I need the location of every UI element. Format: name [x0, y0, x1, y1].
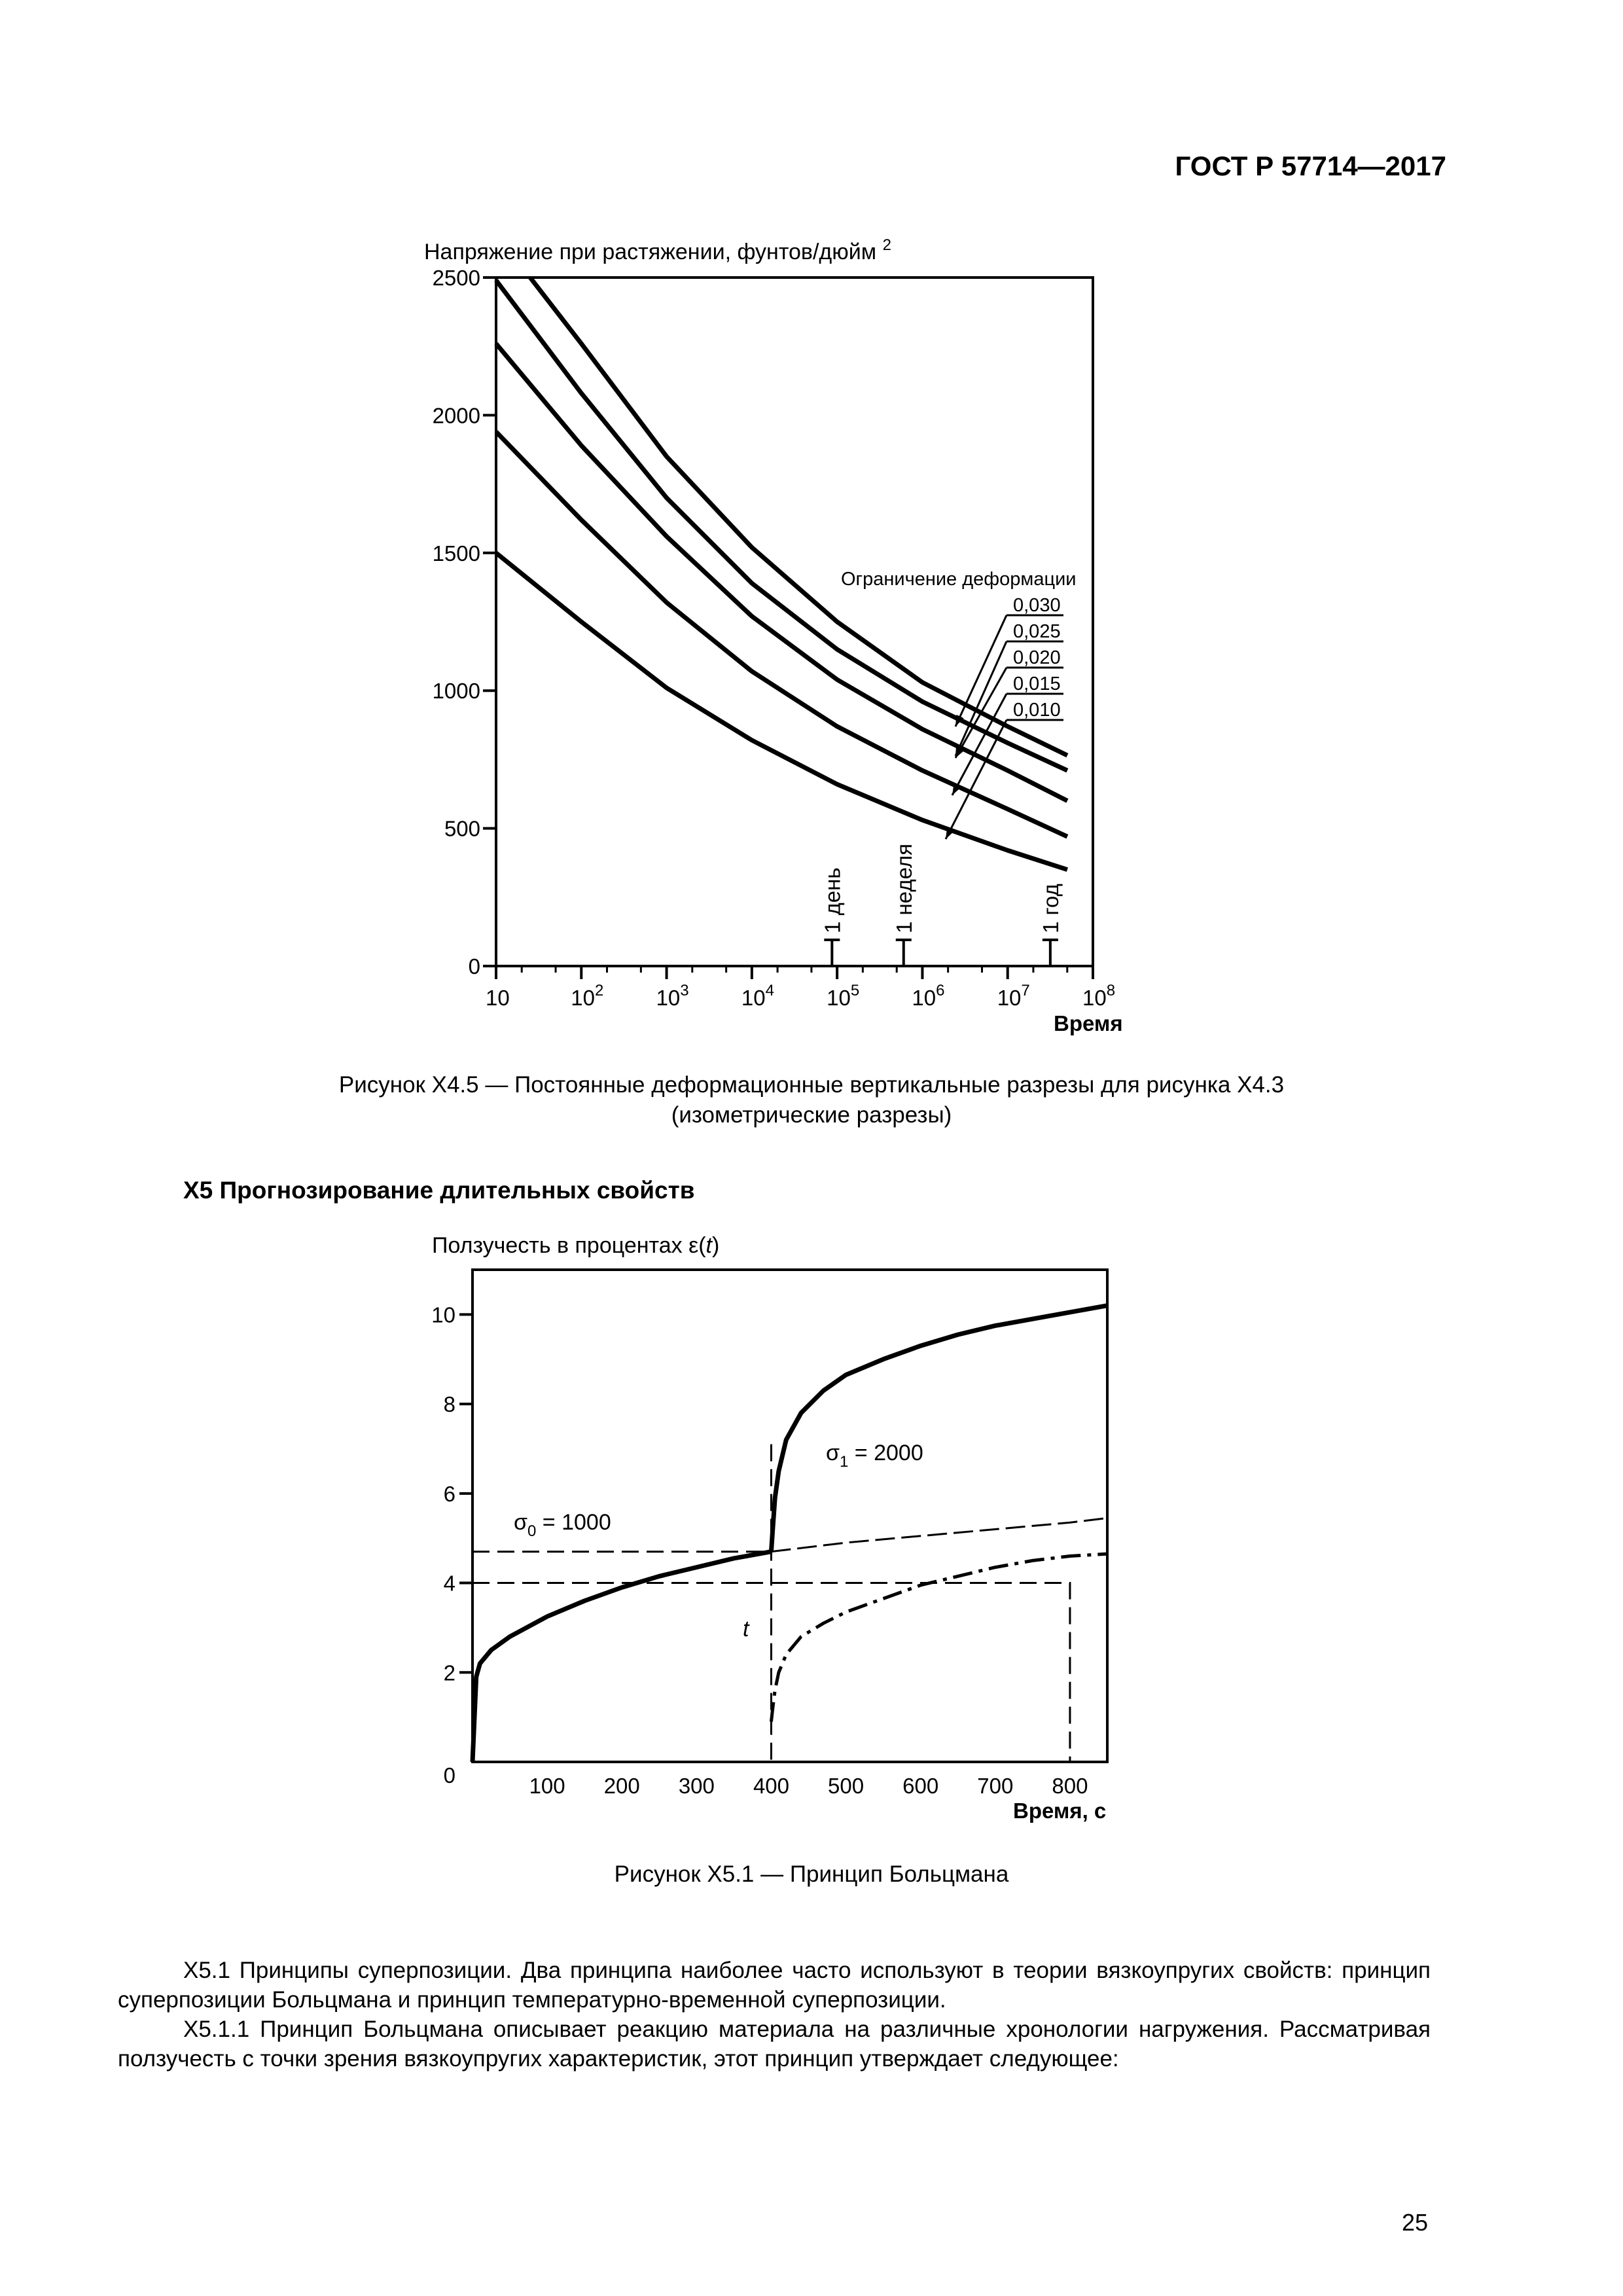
f2-series-line-2 [771, 1518, 1107, 1551]
f1-x-tick-base: 10 [656, 986, 681, 1010]
f1-x-tick-exp: 7 [1021, 982, 1030, 999]
f1-x-tick-exp: 8 [1106, 982, 1116, 999]
figure-creep-chart [431, 1233, 1107, 1823]
f2-series-line-3 [771, 1554, 1107, 1721]
figure1-caption [0, 1070, 1623, 1130]
standard-header: ГОСТ Р 57714—2017 [1175, 151, 1446, 181]
f1-x-tick-label [827, 982, 859, 1010]
f1-time-marker-label: 1 день [820, 867, 845, 933]
f1-y-axis-label [424, 236, 891, 264]
f1-x-tick-base: 10 [571, 986, 596, 1010]
f2-y-tick-label: 0 [443, 1763, 455, 1787]
f1-legend-label: 0,025 [1013, 621, 1061, 642]
f1-x-tick-label [912, 982, 944, 1010]
f2-t-label: t [743, 1617, 749, 1641]
f1-x-tick-base: 10 [912, 986, 936, 1010]
f2-x-tick-label: 800 [1052, 1774, 1088, 1798]
f1-legend-leader [955, 668, 1007, 758]
f1-x-tick-label [1082, 982, 1115, 1010]
f1-legend-title: Ограничение деформации [841, 569, 1077, 590]
f1-y-tick-label: 0 [468, 954, 480, 978]
f1-x-tick-exp: 3 [680, 982, 689, 999]
f1-legend-label: 0,020 [1013, 647, 1061, 668]
f1-legend-leader [946, 720, 1007, 839]
f1-time-marker-label: 1 неделя [891, 843, 916, 933]
section-heading: Х5 Прогнозирование длительных свойств [183, 1177, 695, 1204]
figure1-caption-line2: (изометрические разрезы) [671, 1102, 952, 1128]
f1-time-marker-label: 1 год [1038, 884, 1063, 933]
f1-y-tick-label: 1000 [432, 679, 480, 704]
f2-x-tick-label: 200 [603, 1774, 640, 1798]
f1-legend-label: 0,030 [1013, 595, 1061, 616]
page-number: 25 [1401, 2209, 1428, 2236]
f2-sigma0-label: $\sigma_0 = 1000$ [514, 1510, 611, 1540]
f1-legend-label: 0,010 [1013, 700, 1061, 721]
f1-ylabel-text: Напряжение при растяжении, фунтов/дюйм [424, 240, 877, 264]
f1-x-axis-label: Время [1054, 1011, 1123, 1035]
f1-y-tick-label: 500 [444, 816, 480, 841]
f2-x-tick-label: 500 [828, 1774, 865, 1798]
figure1-caption-line1: Рисунок Х4.5 — Постоянные деформационные вертикальные разрезы для рисунка Х4.3 [338, 1072, 1285, 1098]
f1-x-tick-exp: 6 [936, 982, 945, 999]
f1-y-tick-label: 1500 [432, 541, 480, 565]
f1-y-tick-label: 2000 [432, 403, 480, 428]
f1-y-tick-label: 2500 [432, 266, 480, 290]
f1-ylabel-sup: 2 [882, 236, 891, 254]
figure-stress-time-chart [424, 236, 1123, 1035]
f1-x-tick-base: 10 [997, 986, 1022, 1010]
f2-x-tick-label: 100 [529, 1774, 565, 1798]
f2-y-tick-label: 6 [443, 1481, 455, 1506]
f1-x-tick-base: 10 [1082, 986, 1107, 1010]
f2-y-tick-label: 8 [443, 1392, 455, 1417]
f1-x-tick-base: 10 [486, 986, 510, 1010]
f1-x-tick-base: 10 [827, 986, 851, 1010]
f2-x-axis-label: Время, с [1013, 1799, 1107, 1823]
figure2-caption: Рисунок Х5.1 — Принцип Больцмана [614, 1861, 1009, 1887]
f1-x-tick-label [741, 982, 774, 1010]
f1-x-tick-exp: 4 [765, 982, 774, 999]
f1-x-tick-label [571, 982, 603, 1010]
paragraph-x5-1-1: Х5.1.1 Принцип Больцмана описывает реакцию материала на различные хронологии нагружения. Рассматривая ползучесть с точки зрения вязкоупругих характеристик, этот принцип утверждает следующее: [118, 2017, 1431, 2072]
f2-sigma1-label: $\sigma_1 = 2000$ [826, 1441, 923, 1471]
f2-x-tick-label: 700 [977, 1774, 1014, 1798]
f2-series-line-1 [771, 1306, 1107, 1552]
f1-x-tick-label [656, 982, 689, 1010]
f1-x-tick-label [486, 986, 510, 1010]
f2-x-tick-label: 600 [902, 1774, 939, 1798]
f1-x-tick-base: 10 [741, 986, 766, 1010]
f2-x-tick-label: 400 [753, 1774, 790, 1798]
f1-x-tick-exp: 5 [850, 982, 860, 999]
f2-x-tick-label: 300 [678, 1774, 715, 1798]
f2-y-axis-label: Ползучесть в процентах ε(t) [432, 1233, 720, 1258]
f2-y-tick-label: 4 [443, 1571, 455, 1596]
f1-x-tick-exp: 2 [595, 982, 604, 999]
f1-series-line-0-015 [496, 432, 1067, 837]
f1-legend-label: 0,015 [1013, 673, 1061, 694]
body-text [118, 1956, 1431, 2073]
paragraph-x5-1: Х5.1 Принципы суперпозиции. Два принципа наиболее часто используют в теории вязкоупругих свойств: принцип суперпозиции Больцмана и принцип температурно-временной суперпозиции. [118, 1958, 1431, 2013]
f2-y-tick-label: 10 [431, 1302, 455, 1327]
f2-y-tick-label: 2 [443, 1660, 455, 1685]
f1-x-tick-label [997, 982, 1030, 1010]
